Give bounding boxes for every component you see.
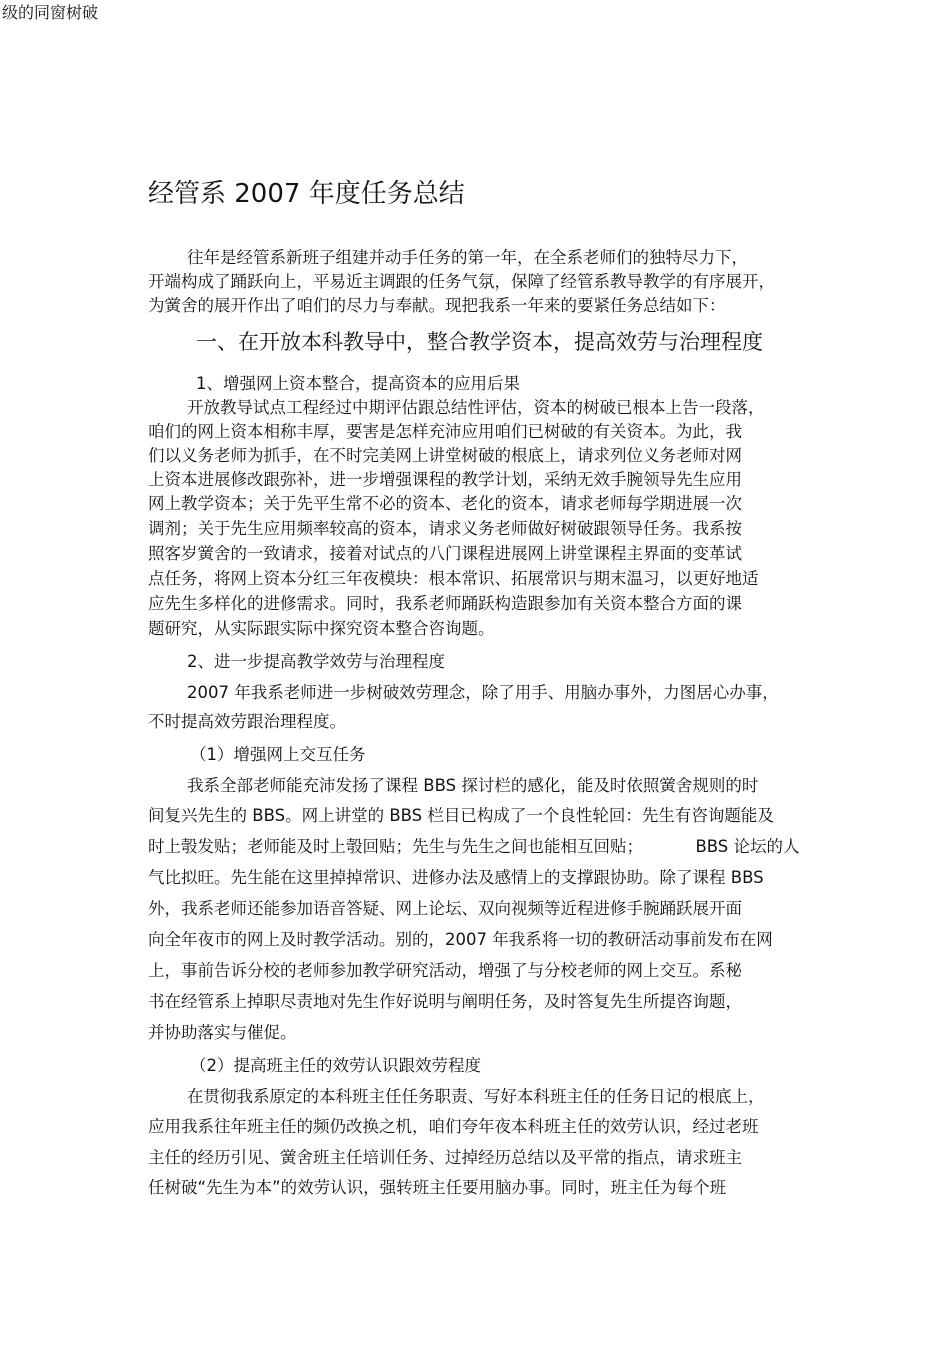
- paragraph-line: 开放教导试点工程经过中期评估跟总结性评估，资本的树破已根本上告一段落，: [187, 398, 765, 417]
- paragraph-line: 们以义务老师为抓手，在不时完美网上讲堂树破的根底上，请求列位义务老师对网: [148, 446, 742, 465]
- paragraph-line: 应用我系往年班主任的频仍改换之机，咱们夸年夜本科班主任的效劳认识，经过老班: [148, 1117, 759, 1136]
- paragraph-line: 点任务，将网上资本分红三年夜模块：根本常识、拓展常识与期末温习，以更好地适: [148, 569, 759, 588]
- paragraph-line: 我系全部老师能充沛发扬了课程 BBS 探讨栏的感化，能及时依照黉舍规则的时: [187, 776, 759, 795]
- paragraph-line: 任树破“先生为本”的效劳认识，强转班主任要用脑办事。同时，班主任为每个班: [148, 1178, 727, 1197]
- paragraph-line: 时上彀发贴；老师能及时上彀回贴；先生与先生之间也能相互回贴； BBS 论坛的人: [148, 837, 800, 856]
- paragraph-line: 向全年夜市的网上及时教学活动。别的，2007 年我系将一切的教研活动事前发布在网: [148, 930, 773, 949]
- intro-line: 为黉舍的展开作出了咱们的尽力与奉献。现把我系一年来的要紧任务总结如下：: [148, 296, 726, 315]
- subsection-title: 2、进一步提高教学效劳与治理程度: [187, 652, 445, 671]
- subsection-title: （2）提高班主任的效劳认识跟效劳程度: [190, 1056, 481, 1075]
- intro-line: 开端构成了踊跃向上，平易近主调跟的任务气氛，保障了经管系教导教学的有序展开，: [148, 272, 775, 291]
- paragraph-line: 网上教学资本；关于先平生常不必的资本、老化的资本，请求老师每学期进展一次: [148, 494, 742, 513]
- paragraph-line: 间复兴先生的 BBS。网上讲堂的 BBS 栏目已构成了一个良性轮回：先生有咨询题能及: [148, 806, 774, 825]
- paragraph-line: 并协助落实与催促。: [148, 1023, 297, 1042]
- paragraph-line: 上，事前告诉分校的老师参加教学研究活动，增强了与分校老师的网上交互。系秘: [148, 961, 742, 980]
- subsection-title: （1）增强网上交互任务: [190, 745, 366, 764]
- paragraph-line: 照客岁黉舍的一致请求，接着对试点的八门课程进展网上讲堂课程主界面的变革试: [148, 544, 742, 563]
- paragraph-line: 书在经管系上掉职尽责地对先生作好说明与阐明任务，及时答复先生所提咨询题，: [148, 992, 742, 1011]
- paragraph-line: 不时提高效劳跟治理程度。: [148, 712, 346, 731]
- paragraph-line: 主任的经历引见、黉舍班主任培训任务、过掉经历总结以及平常的指点，请求班主: [148, 1148, 742, 1167]
- subsection-title: 1、增强网上资本整合，提高资本的应用后果: [196, 374, 520, 393]
- paragraph-line: 上资本进展修改跟弥补，进一步增强课程的教学计划，采纳无效手腕领导先生应用: [148, 470, 742, 489]
- document-title: 经管系 2007 年度任务总结: [148, 179, 465, 209]
- paragraph-line: 应先生多样化的进修需求。同时，我系老师踊跃构造跟参加有关资本整合方面的课: [148, 594, 742, 613]
- page-header-note: 级的同窗树破: [2, 3, 99, 22]
- paragraph-line: 2007 年我系老师进一步树破效劳理念，除了用手、用脑办事外，力图居心办事，: [187, 683, 779, 702]
- paragraph-line: 外，我系老师还能参加语音答疑、网上论坛、双向视频等近程进修手腕踊跃展开面: [148, 899, 742, 918]
- section-heading-1: 一、在开放本科教导中，整合教学资本，提高效劳与治理程度: [196, 330, 763, 354]
- paragraph-line: 气比拟旺。先生能在这里掉掉常识、进修办法及感情上的支撑跟协助。除了课程 BBS: [148, 868, 764, 887]
- paragraph-line: 在贯彻我系原定的本科班主任任务职责、写好本科班主任的任务日记的根底上，: [187, 1087, 765, 1106]
- intro-line: 往年是经管系新班子组建并动手任务的第一年，在全系老师们的独特尽力下，: [187, 248, 748, 267]
- paragraph-line: 题研究，从实际跟实际中探究资本整合咨询题。: [148, 619, 495, 638]
- paragraph-line: 调剂；关于先生应用频率较高的资本，请求义务老师做好树破跟领导任务。我系按: [148, 519, 742, 538]
- paragraph-line: 咱们的网上资本相称丰厚，要害是怎样充沛应用咱们已树破的有关资本。为此，我: [148, 422, 742, 441]
